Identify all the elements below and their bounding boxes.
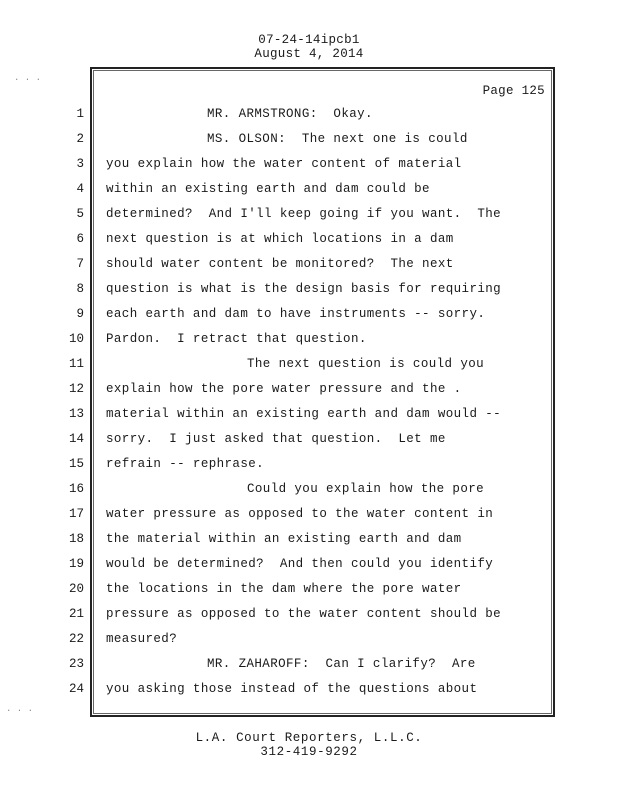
transcript-line: should water content be monitored? The next: [106, 257, 454, 271]
line-number: 3: [76, 157, 84, 171]
line-number: 20: [68, 582, 84, 596]
line-number: 18: [68, 532, 84, 546]
line-number: 4: [76, 182, 84, 196]
transcript-line: the locations in the dam where the pore water: [106, 582, 462, 596]
transcript-line: water pressure as opposed to the water content in: [106, 507, 494, 521]
transcript-line: refrain -- rephrase.: [106, 457, 265, 471]
footer-phone: 312-419-9292: [260, 745, 358, 759]
transcript-line: explain how the pore water pressure and the .: [106, 382, 462, 396]
header-date: August 4, 2014: [254, 47, 364, 61]
transcript-line: you explain how the water content of material: [106, 157, 462, 171]
transcript-line: the material within an existing earth and dam: [106, 532, 462, 546]
transcript-line: you asking those instead of the questions about: [106, 682, 478, 696]
line-number: 15: [68, 457, 84, 471]
header-file-id: 07-24-14ipcb1: [258, 33, 360, 47]
transcript-line: determined? And I'll keep going if you want. The: [106, 207, 502, 221]
transcript-line: each earth and dam to have instruments -- sorry.: [106, 307, 486, 321]
line-number: 12: [68, 382, 84, 396]
line-number: 9: [76, 307, 84, 321]
line-number: 5: [76, 207, 84, 221]
line-number: 6: [76, 232, 84, 246]
line-number: 7: [76, 257, 84, 271]
line-number: 1: [76, 107, 84, 121]
line-number: 11: [68, 357, 84, 371]
transcript-line: The next question is could you: [247, 357, 485, 371]
line-number: 14: [68, 432, 84, 446]
line-number: 17: [68, 507, 84, 521]
line-number: 22: [68, 632, 84, 646]
scan-speck: · · ·: [6, 706, 34, 716]
footer-company: L.A. Court Reporters, L.L.C.: [195, 731, 423, 745]
transcript-line: MR. ZAHAROFF: Can I clarify? Are: [207, 657, 476, 671]
transcript-line: material within an existing earth and dam would --: [106, 407, 502, 421]
transcript-line: pressure as opposed to the water content should be: [106, 607, 502, 621]
line-number: 16: [68, 482, 84, 496]
scan-speck: · · ·: [14, 75, 42, 85]
page-number: Page 125: [482, 84, 545, 98]
line-number: 8: [76, 282, 84, 296]
transcript-line: Could you explain how the pore: [247, 482, 485, 496]
line-number: 24: [68, 682, 84, 696]
transcript-line: within an existing earth and dam could be: [106, 182, 430, 196]
transcript-line: next question is at which locations in a dam: [106, 232, 454, 246]
line-number: 21: [68, 607, 84, 621]
line-number: 10: [68, 332, 84, 346]
transcript-line: sorry. I just asked that question. Let me: [106, 432, 446, 446]
transcript-line: question is what is the design basis for requiring: [106, 282, 502, 296]
line-number: 23: [68, 657, 84, 671]
transcript-line: measured?: [106, 632, 178, 646]
transcript-line: would be determined? And then could you identify: [106, 557, 494, 571]
transcript-line: MS. OLSON: The next one is could: [207, 132, 468, 146]
transcript-line: Pardon. I retract that question.: [106, 332, 367, 346]
line-number: 13: [68, 407, 84, 421]
transcript-line: MR. ARMSTRONG: Okay.: [207, 107, 373, 121]
line-number: 19: [68, 557, 84, 571]
line-number: 2: [76, 132, 84, 146]
